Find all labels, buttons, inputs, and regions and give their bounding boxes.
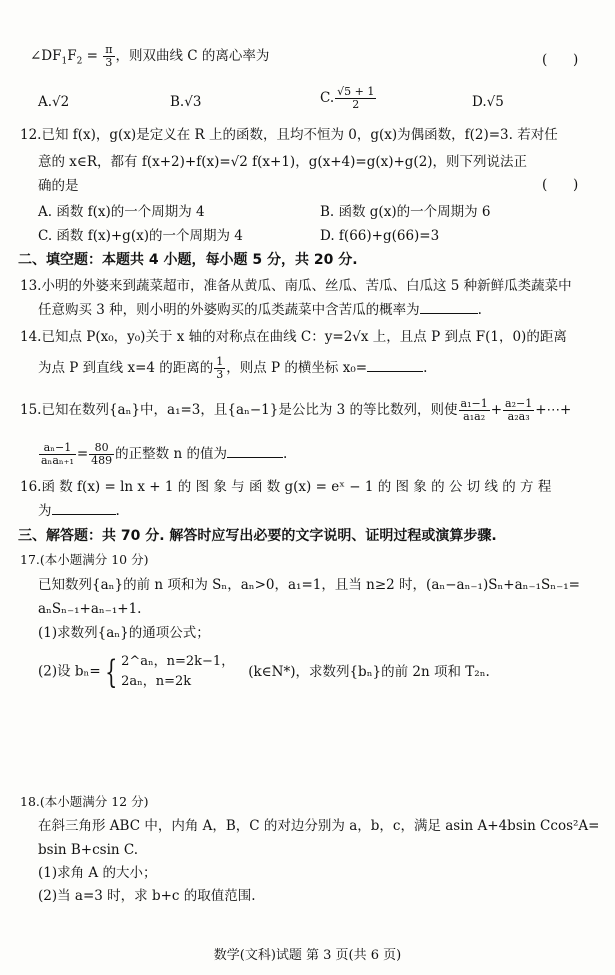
fraction-numerator: 80: [89, 442, 114, 455]
fraction-term-2: [503, 398, 534, 423]
q11-option-a: A.√2: [38, 94, 70, 110]
q17-text: (k∈N*)，求数列{bₙ}的前 2n 项和 T₂ₙ.: [248, 663, 490, 680]
q18-part-1: (1)求角 A 的大小；: [38, 865, 157, 881]
fraction-denominator: 489: [91, 454, 113, 467]
fraction-denominator: a₂a₃: [507, 410, 530, 423]
equals-sign: =: [76, 446, 89, 462]
q11-answer-paren: ( ): [542, 52, 579, 68]
fraction-denominator: 3: [216, 368, 224, 381]
q17-part-1: (1)求数列{aₙ}的通项公式；: [38, 625, 210, 641]
option-c-fraction: [335, 86, 376, 111]
q13-line-2: [38, 301, 482, 319]
fraction-numerator: aₙ−1: [39, 442, 76, 455]
q14-text: 为点 P 到直线 x=4 的距离的: [38, 360, 214, 376]
q13-line-1: 13.小明的外婆来到蔬菜超市，准备从黄瓜、南瓜、丝瓜、苦瓜、白瓜这 5 种新鲜瓜类蔬菜中: [20, 278, 572, 294]
fraction-term-n: [39, 442, 76, 467]
q15-line-2: [38, 442, 287, 467]
q18-line-1: 在斜三角形 ABC 中，内角 A，B，C 的对边分别为 a，b，c，满足 asin A+4bsin Ccos²A=: [38, 818, 600, 834]
q17-text: (2)设 bₙ=: [38, 663, 101, 680]
period: .: [477, 302, 482, 318]
q15-text: 的正整数 n 的值为: [115, 446, 227, 462]
one-third-fraction: [214, 356, 225, 381]
q12-line-3: 确的是: [38, 178, 79, 194]
section-2-heading: 二、填空题：本题共 4 小题，每小题 5 分，共 20 分.: [18, 252, 358, 268]
fraction-numerator: a₂−1: [505, 397, 533, 410]
fraction-80-489: [89, 442, 114, 467]
answer-blank[interactable]: [420, 313, 478, 314]
subscript: 2: [76, 56, 83, 67]
angle-text: ∠DF: [30, 48, 62, 64]
q17-heading: 17.(本小题满分 10 分): [20, 552, 149, 567]
fraction-term-1: [459, 398, 490, 423]
period: .: [115, 503, 120, 519]
q16-line-1: 16.函 数 f(x) = ln x + 1 的 图 象 与 函 数 g(x) = eˣ − 1 的 图 象 的 公 切 线 的 方 程: [20, 479, 552, 495]
q11-option-c: [320, 86, 377, 111]
fraction-numerator: √5 + 1: [337, 85, 375, 98]
fraction-denominator: 3: [105, 56, 113, 69]
fraction-numerator: π: [105, 43, 113, 56]
section-3-heading: 三、解答题：共 70 分. 解答时应写出必要的文字说明、证明过程或演算步骤.: [18, 528, 497, 544]
q18-part-2: (2)当 a=3 时，求 b+c 的取值范围.: [38, 888, 256, 904]
q14-line-1: 14.已知点 P(x₀，y₀)关于 x 轴的对称点在曲线 C：y=2√x 上，且点 P 到点 F(1，0)的距离: [20, 329, 567, 345]
q12-option-d: D. f(66)+g(66)=3: [320, 228, 440, 244]
period: .: [423, 360, 428, 376]
q15-line-1: [20, 398, 571, 423]
option-letter: C.: [320, 90, 335, 106]
q13-text: 任意购买 3 种，则小明的外婆购买的瓜类蔬菜中含苦瓜的概率为: [38, 302, 420, 318]
q17-part-2: [38, 652, 490, 692]
q12-option-c: C. 函数 f(x)+g(x)的一个周期为 4: [38, 228, 243, 244]
ellipsis-plus: +⋯+: [535, 402, 572, 418]
piecewise-cases: [121, 652, 234, 692]
q11-condition-line: [30, 44, 269, 71]
q12-line-2: 意的 x∈R，都有 f(x+2)+f(x)=√2 f(x+1)，g(x+4)=g(x)+g(2)，则下列说法正: [38, 154, 528, 170]
q11-question-text: ，则双曲线 C 的离心率为: [115, 48, 270, 64]
q16-line-2: [38, 502, 120, 520]
q17-line-2: aₙSₙ₋₁+aₙ₋₁+1.: [38, 601, 142, 617]
answer-blank[interactable]: [52, 514, 116, 515]
fraction-denominator: aₙaₙ₊₁: [41, 454, 74, 467]
q12-line-1: 12.已知 f(x)，g(x)是定义在 R 上的函数，且均不恒为 0，g(x)为偶函数，f(2)=3. 若对任: [20, 127, 558, 143]
left-brace-icon: {: [104, 653, 118, 691]
q14-line-2: [38, 356, 427, 381]
page-footer: 数学(文科)试题 第 3 页(共 6 页): [213, 948, 402, 963]
q12-option-b: B. 函数 g(x)的一个周期为 6: [320, 204, 491, 220]
q18-line-2: bsin B+csin C.: [38, 842, 139, 858]
q15-text: 15.已知在数列{aₙ}中，a₁=3，且{aₙ−1}是公比为 3 的等比数列，则使: [20, 402, 458, 418]
case-odd: 2^aₙ，n=2k−1，: [121, 654, 235, 669]
fraction-numerator: 1: [216, 355, 224, 368]
fraction-denominator: a₁a₂: [463, 410, 486, 423]
fraction-denominator: 2: [352, 98, 360, 111]
q18-heading: 18.(本小题满分 12 分): [20, 794, 149, 809]
q14-text: ，则点 P 的横坐标 x₀=: [226, 360, 368, 376]
angle-text: F: [67, 48, 77, 64]
case-even: 2aₙ，n=2k: [121, 674, 192, 689]
subscript: 1: [61, 56, 68, 67]
q12-option-a: A. 函数 f(x)的一个周期为 4: [38, 204, 205, 220]
fraction-numerator: a₁−1: [460, 397, 488, 410]
equals-sign: =: [82, 48, 103, 64]
period: .: [282, 446, 288, 462]
q12-answer-paren: ( ): [542, 177, 579, 193]
q17-line-1: 已知数列{aₙ}的前 n 项和为 Sₙ，aₙ>0，a₁=1，且当 n≥2 时，(aₙ−aₙ₋₁)Sₙ+aₙ₋₁Sₙ₋₁=: [38, 577, 580, 593]
answer-blank[interactable]: [227, 457, 283, 458]
q16-text: 为: [38, 503, 52, 519]
plus-sign: +: [490, 402, 503, 418]
pi-over-3-fraction: [103, 44, 114, 69]
q11-option-b: B.√3: [170, 94, 202, 110]
q11-option-d: D.√5: [472, 94, 504, 110]
answer-blank[interactable]: [367, 371, 423, 372]
